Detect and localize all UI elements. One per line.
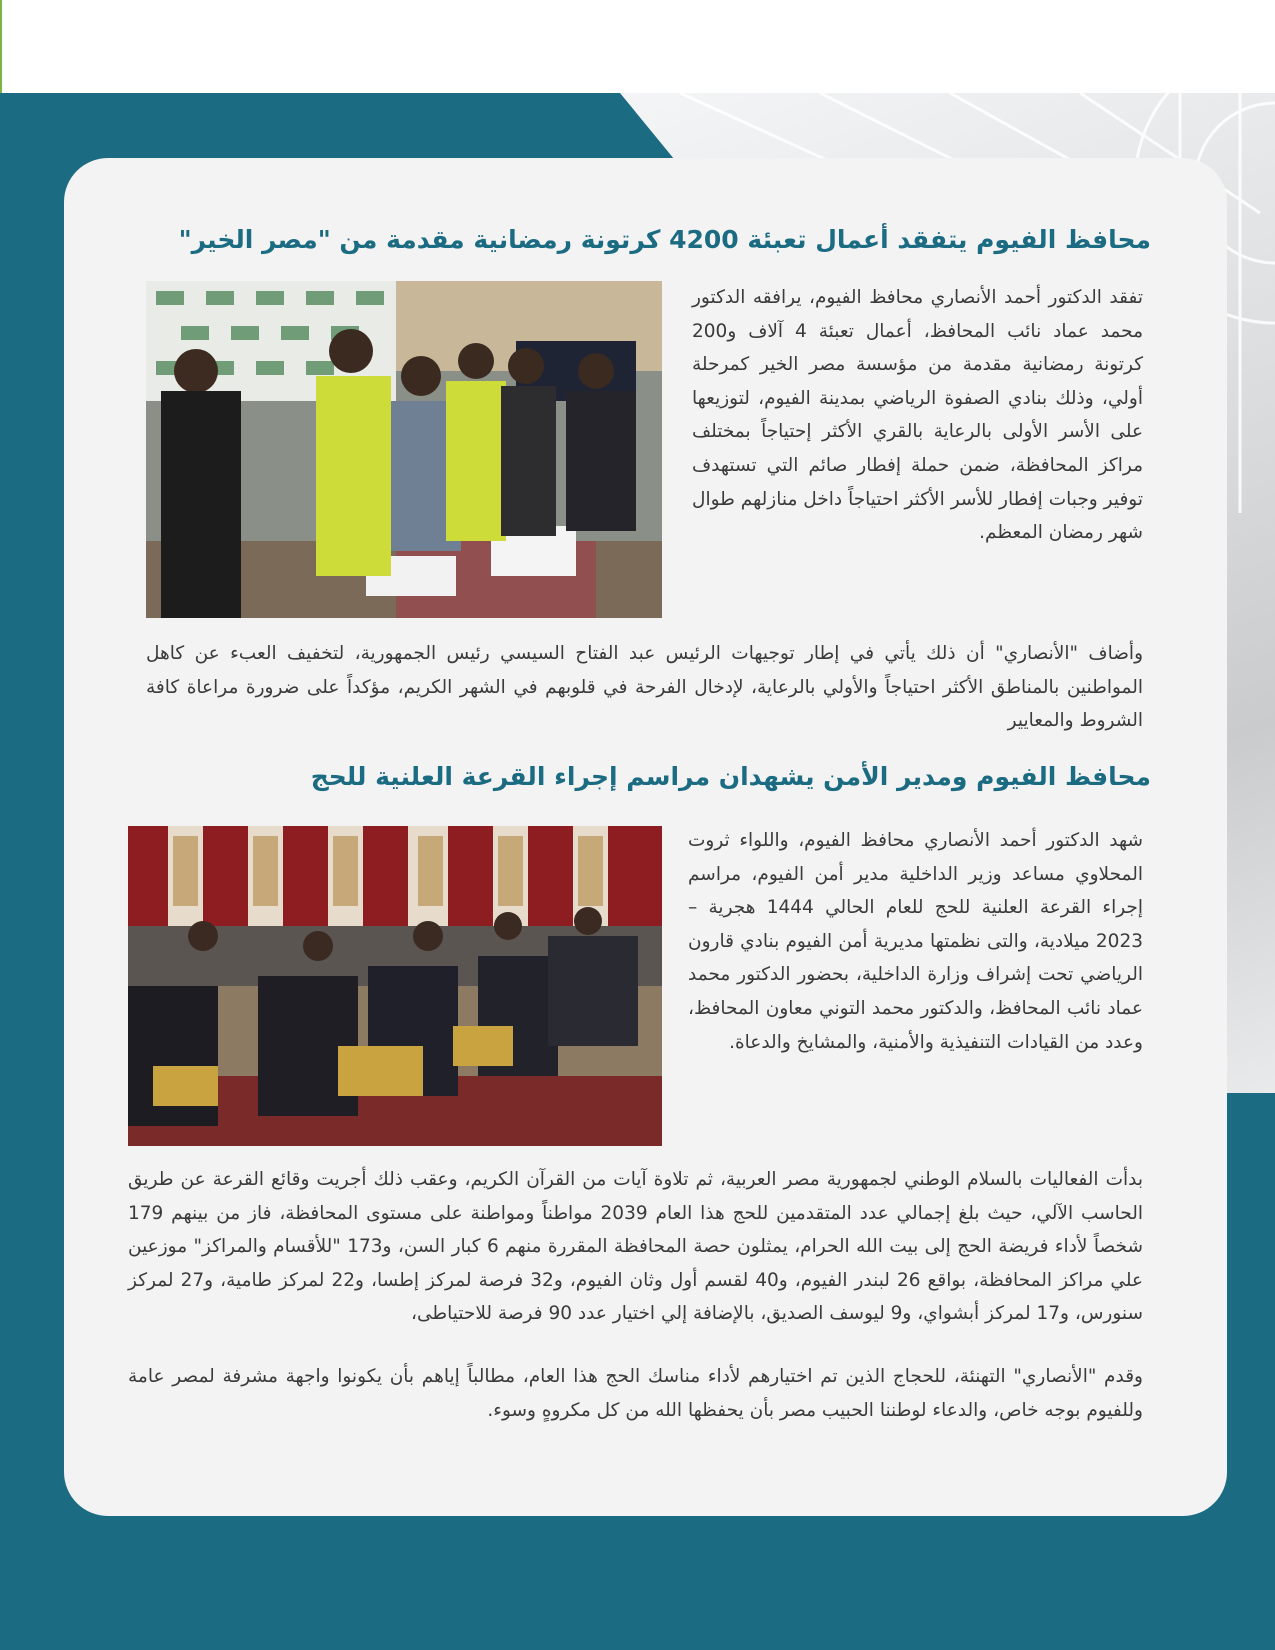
page-top-strip (0, 0, 1275, 93)
article-1-title: محافظ الفيوم يتفقد أعمال تعبئة 4200 كرتونة رمضانية مقدمة من "مصر الخير" (178, 225, 1151, 254)
article-2-paragraph-1: شهد الدكتور أحمد الأنصاري محافظ الفيوم، واللواء ثروت المحلاوي مساعد وزير الداخلية مدير أمن الفيوم، مراسم إجراء القرعة العلنية للحج للعام الحالي 1444 هجرية – 2023 ميلادية، والتى نظمتها مديرية أمن الفيوم بنادي قارون الرياضي تحت إشراف وزارة الداخلية، بحضور الدكتور محمد عماد نائب المحافظ، والدكتور محمد التوني معاون المحافظ، وعدد من القيادات التنفيذية والأمنية، والمشايخ والدعاة. (688, 830, 1144, 1053)
article-1-photo (146, 281, 662, 618)
article-2-title: محافظ الفيوم ومدير الأمن يشهدان مراسم إجراء القرعة العلنية للحج (310, 762, 1151, 791)
article-1-paragraph-2: وأضاف "الأنصاري" أن ذلك يأتي في إطار توجيهات الرئيس عبد الفتاح السيسي رئيس الجمهورية، لتخفيف العبء عن كاهل المواطنين بالمناطق الأكثر احتياجاً والأولي بالرعاية، لإدخال الفرحة في قلوبهم في الشهر الكريم، مؤكداً على ضرورة مراعاة كافة الشروط والمعايير (146, 643, 1143, 732)
article-2-photo (128, 826, 662, 1146)
article-1-paragraph-1: تفقد الدكتور أحمد الأنصاري محافظ الفيوم، يرافقه الدكتور محمد عماد نائب المحافظ، أعمال تعبئة 4 آلاف و200 كرتونة رمضانية مقدمة من مؤسسة مصر الخير كمرحلة أولي، وذلك بنادي الصفوة الرياضي بمدينة الفيوم، لتوزيعها على الأسر الأولى بالرعاية بالقري الأكثر إحتياجاً بمختلف مراكز المحافظة، ضمن حملة إفطار صائم التي تستهدف توفير وجبات إفطار للأسر الأكثر احتياجاً داخل منازلهم طوال شهر رمضان المعظم. (692, 287, 1143, 544)
article-2-paragraph-3: وقدم "الأنصاري" التهنئة، للحجاج الذين تم اختيارهم لأداء مناسك الحج هذا العام، مطالباً إياهم بأن يكونوا واجهة مشرفة لمصر عامة وللفيوم بوجه خاص، والدعاء لوطننا الحبيب مصر بأن يحفظها الله من كل مكروهٍ وسوء. (128, 1366, 1143, 1421)
article-2-paragraph-2: بدأت الفعاليات بالسلام الوطني لجمهورية مصر العربية، ثم تلاوة آيات من القرآن الكريم، وعقب ذلك أجريت وقائع القرعة عن طريق الحاسب الآلي، حيث بلغ إجمالي عدد المتقدمين للحج هذا العام 2039 مواطناً ومواطنة على مستوى المحافظة، فاز من بينهم 179 شخصاً لأداء فريضة الحج إلى بيت الله الحرام، يمثلون حصة المحافظة المقررة منهم 6 كبار السن، و173 "للأقسام والمراكز" موزعين علي مراكز المحافظة، بواقع 26 لبندر الفيوم، و40 لقسم أول وثان الفيوم، و32 فرصة لمركز إطسا، و22 لمركز طامية، و27 لمركز سنورس، و17 لمركز أبشواي، و9 ليوسف الصديق، بالإضافة إلي اختيار عدد 90 فرصة للاحتياطى، (128, 1169, 1143, 1325)
